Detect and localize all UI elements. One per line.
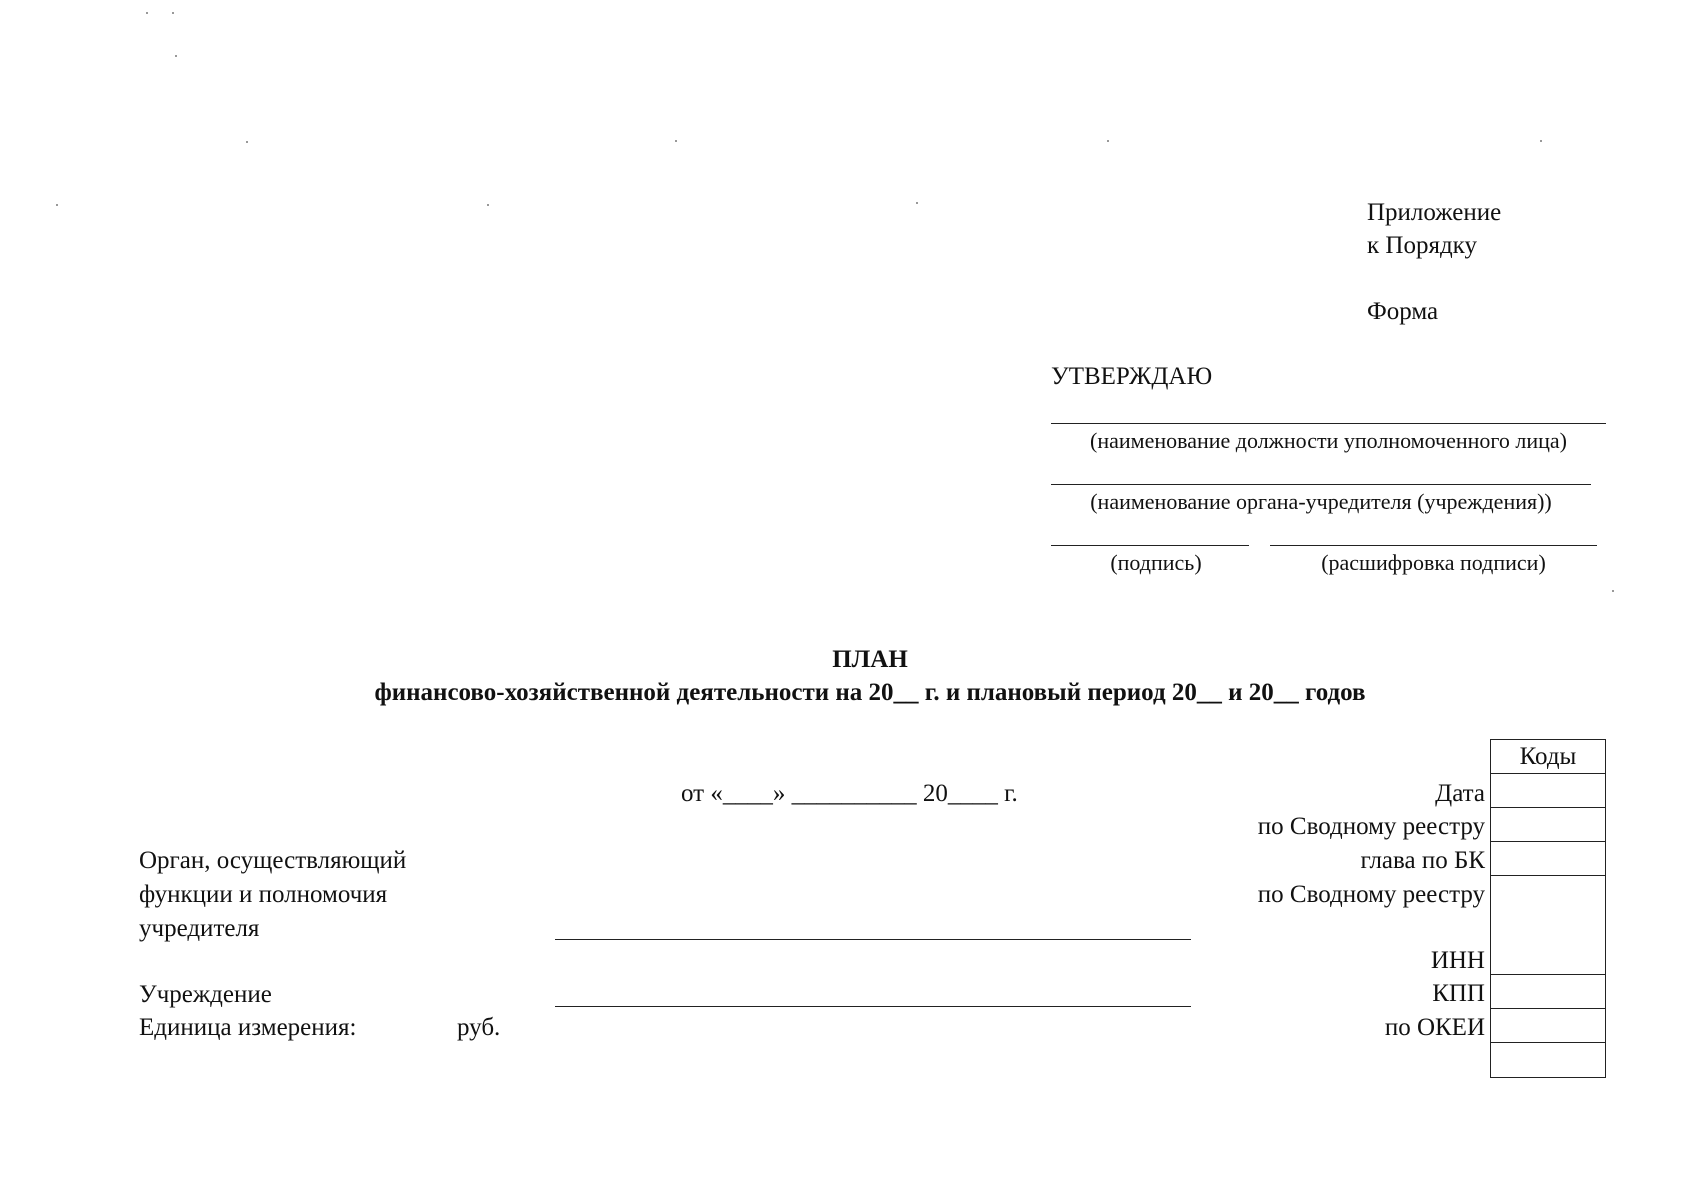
unit-label: Единица измерения: — [139, 1014, 357, 1041]
scan-speck — [56, 204, 58, 206]
codes-label-kpp: КПП — [1432, 980, 1485, 1007]
signature-decoding-caption: (расшифровка подписи) — [1321, 550, 1546, 575]
scan-speck — [175, 55, 177, 57]
plan-subtitle: финансово-хозяйственной деятельности на 20__ г. и плановый период 20__ и 20__ годов — [374, 679, 1366, 706]
codes-label-date: Дата — [1435, 780, 1485, 807]
codes-cell-kpp — [1491, 1009, 1605, 1043]
scan-speck — [246, 141, 248, 143]
codes-cell-budget-chapter — [1491, 842, 1605, 876]
codes-header: Коды — [1491, 740, 1605, 774]
codes-cell-inn — [1491, 975, 1605, 1009]
codes-label-inn: ИНН — [1430, 947, 1485, 974]
signature-line — [1051, 545, 1249, 546]
approve-heading: УТВЕРЖДАЮ — [1051, 363, 1213, 390]
codes-cell-consolidated-registry-2 — [1491, 876, 1605, 975]
form-label: Форма — [1367, 298, 1439, 325]
institution-label: Учреждение — [139, 981, 272, 1008]
founder-value-line — [555, 939, 1191, 940]
plan-title: ПЛАН — [832, 646, 908, 673]
scan-speck — [916, 202, 918, 204]
signature-decoding-line — [1270, 545, 1597, 546]
founder-label-l2: функции и полномочия — [139, 881, 388, 908]
scan-speck — [487, 204, 489, 206]
founder-caption: (наименование органа-учредителя (учреждения)) — [1090, 489, 1552, 514]
codes-cell-date — [1491, 774, 1605, 808]
appendix-line1: Приложение — [1367, 199, 1502, 226]
codes-cell-consolidated-registry — [1491, 808, 1605, 842]
scan-speck — [1540, 140, 1542, 142]
founder-line — [1051, 484, 1591, 485]
unit-value: руб. — [457, 1014, 501, 1041]
codes-label-consolidated-registry-2: по Сводному реестру — [1257, 881, 1485, 908]
codes-table — [1490, 739, 1606, 1078]
position-line — [1051, 423, 1606, 424]
document-date-line: от «____» __________ 20____ г. — [681, 780, 1018, 807]
scan-speck — [172, 12, 174, 14]
codes-label-budget-chapter: глава по БК — [1360, 847, 1485, 874]
scan-speck — [1107, 140, 1109, 142]
codes-label-consolidated-registry: по Сводному реестру — [1257, 813, 1485, 840]
scan-speck — [1612, 590, 1614, 592]
appendix-line2: к Порядку — [1367, 232, 1477, 259]
codes-cell-okei — [1491, 1043, 1605, 1077]
founder-label-l1: Орган, осуществляющий — [139, 847, 407, 874]
codes-label-okei: по ОКЕИ — [1384, 1014, 1485, 1041]
position-caption: (наименование должности уполномоченного лица) — [1090, 428, 1567, 453]
scan-speck — [146, 12, 148, 14]
founder-label-l3: учредителя — [139, 915, 260, 942]
signature-caption: (подпись) — [1110, 550, 1202, 575]
institution-value-line — [555, 1006, 1191, 1007]
scan-speck — [675, 140, 677, 142]
